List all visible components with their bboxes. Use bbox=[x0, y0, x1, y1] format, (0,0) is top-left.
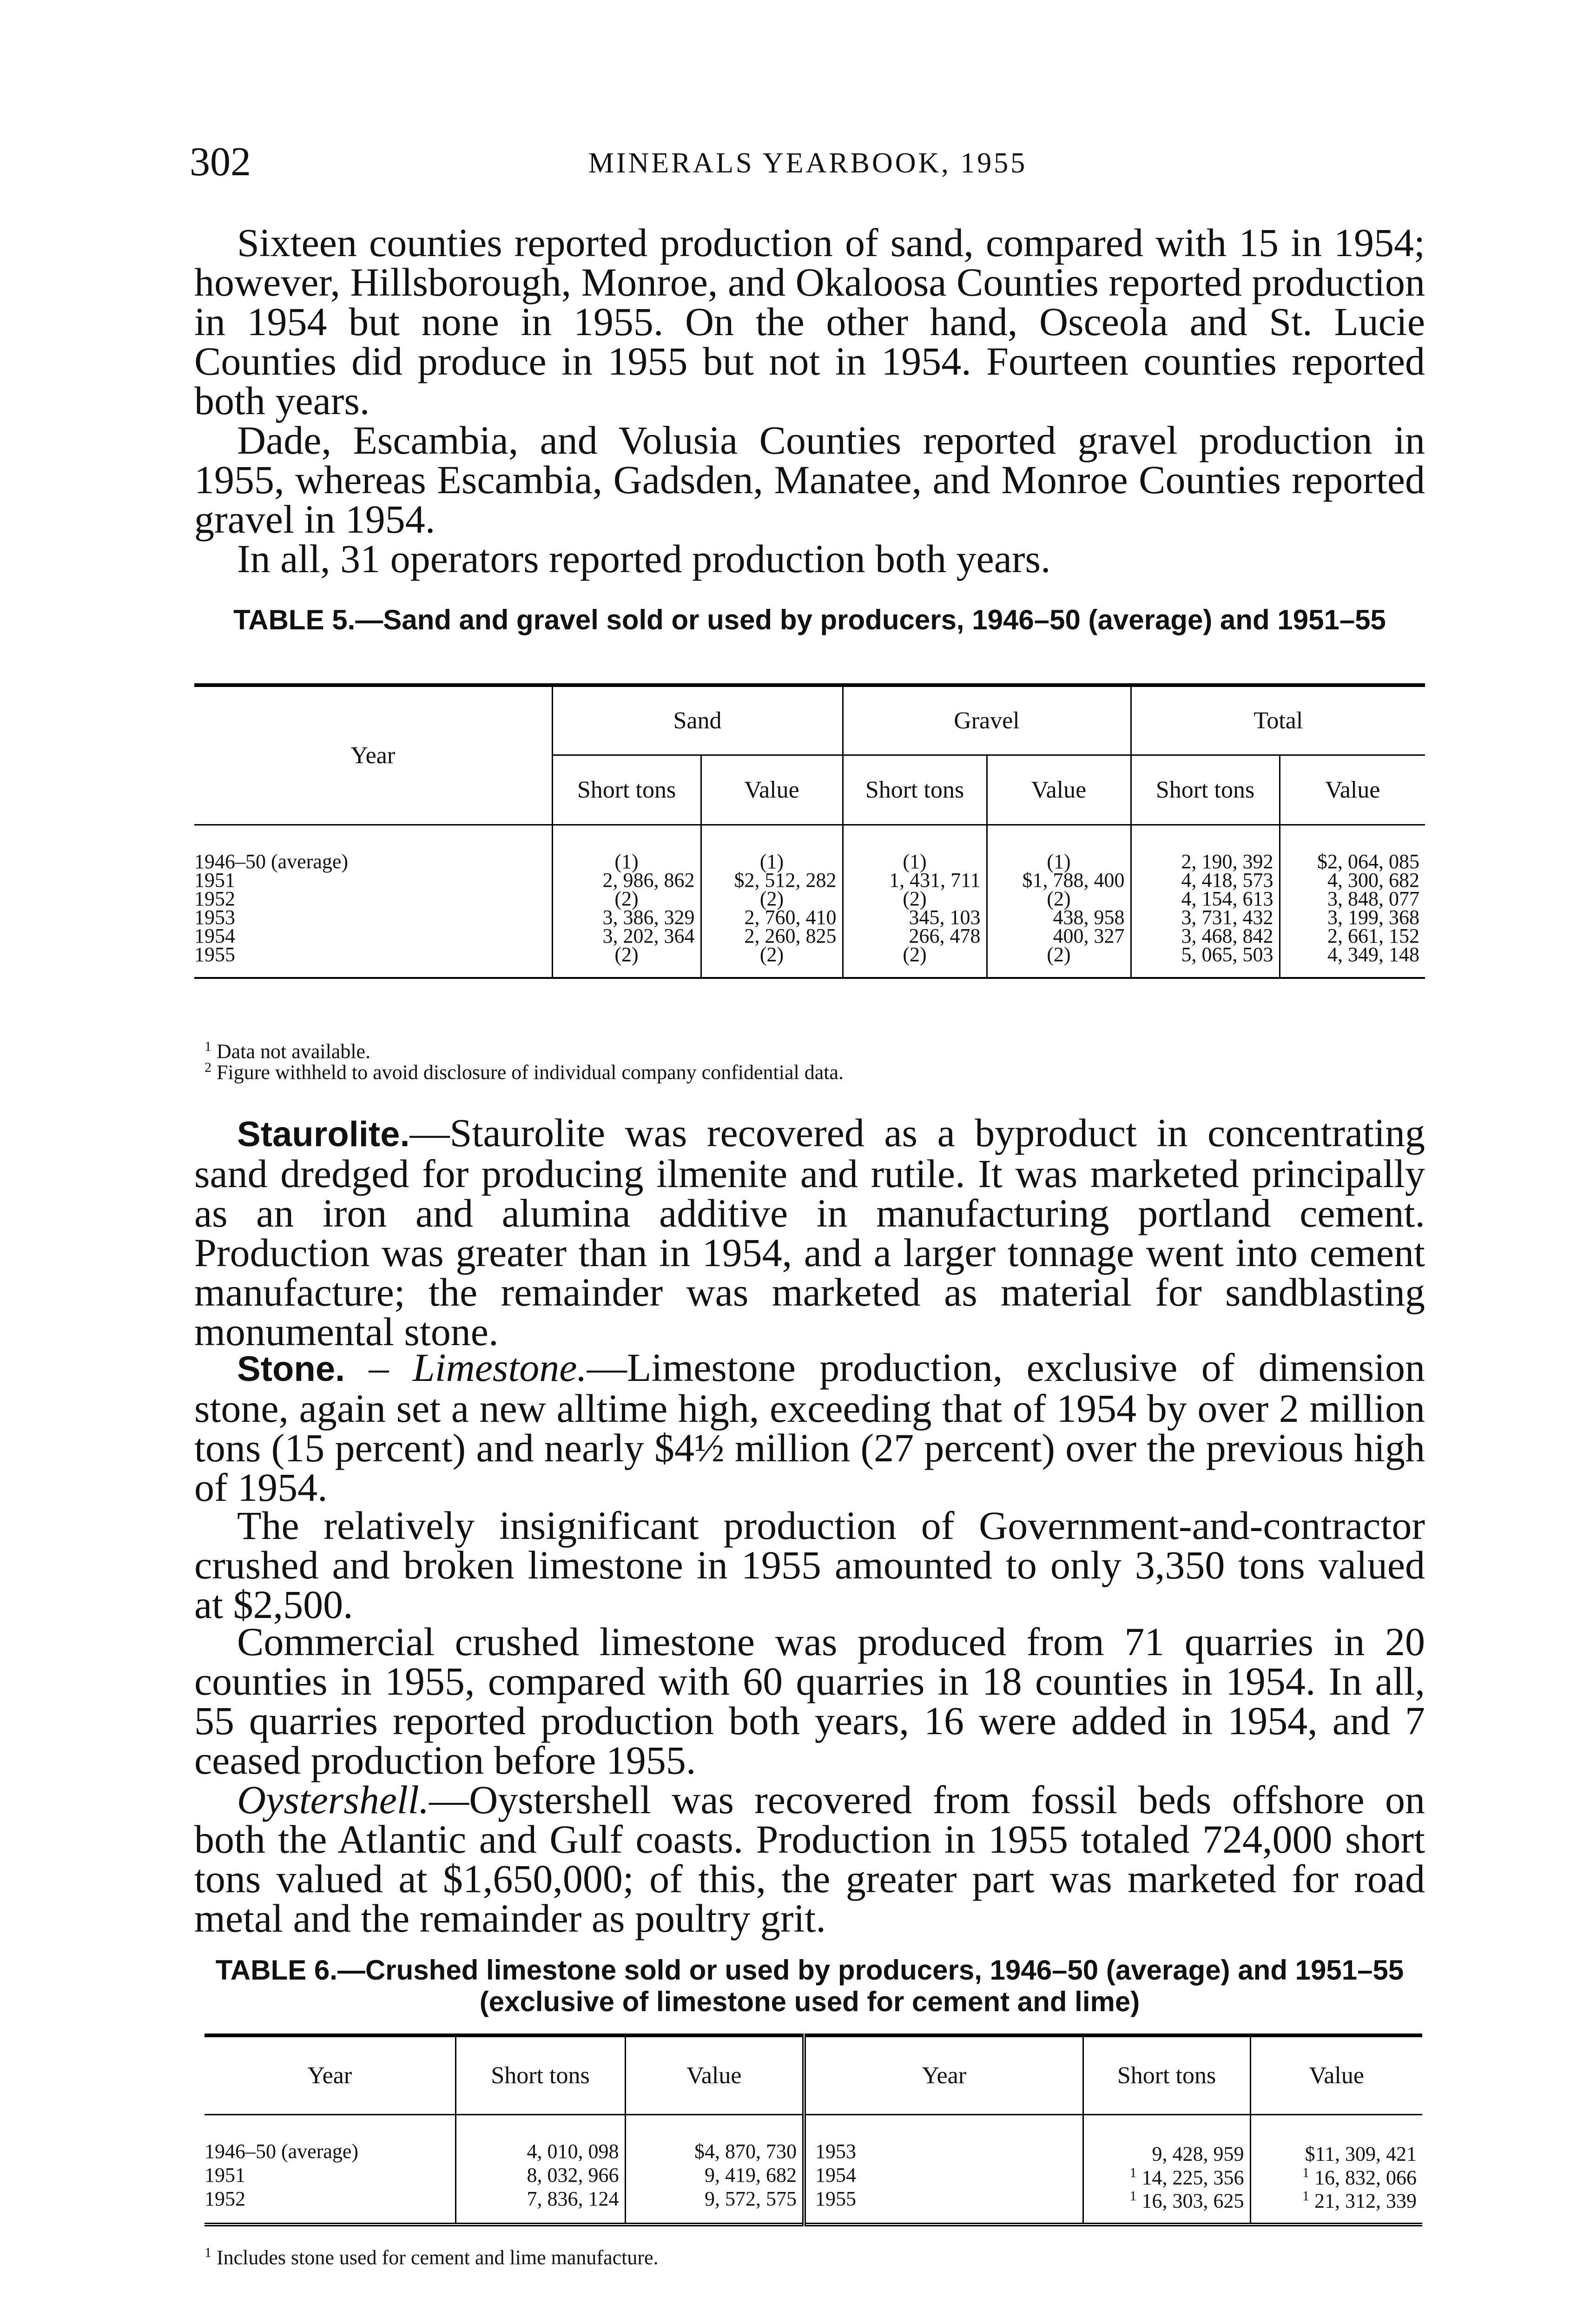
table5-cell: 4, 349, 148 bbox=[1280, 945, 1425, 964]
table5-col-header: Value bbox=[701, 755, 843, 825]
table6-col-header: Short tons bbox=[455, 2035, 625, 2114]
table5-group-gravel: Gravel bbox=[843, 685, 1131, 755]
section-heading-staurolite: Staurolite. bbox=[237, 1115, 410, 1154]
table5-cell: 1, 431, 711 bbox=[843, 871, 987, 890]
table-row bbox=[194, 927, 1425, 945]
subsection-heading-limestone: Limestone. bbox=[412, 1345, 587, 1390]
paragraph-sand-counties: Sixteen counties reported production of sand, compared with 15 in 1954; however, Hillsborough, Monroe, and Okaloosa Counties reported production in 1954 but none in 1955. On the other hand, Osceola and St. Lucie Counties did produce in 1955 but not in 1954. Fourteen counties reported both years. bbox=[194, 220, 1425, 423]
table6-value: 14, 225, 356 bbox=[1141, 2166, 1244, 2189]
table5-cell: 4, 418, 573 bbox=[1131, 871, 1280, 890]
table5-year-header: Year bbox=[194, 685, 552, 825]
table5-cell: (2) bbox=[701, 945, 843, 964]
table5-cell: 3, 468, 842 bbox=[1131, 927, 1280, 945]
footnote-text: Data not available. bbox=[217, 1040, 371, 1063]
table5-footnote-2 bbox=[205, 1060, 844, 1084]
table-row bbox=[194, 908, 1425, 927]
footnote-mark: 1 bbox=[1129, 2165, 1137, 2180]
table-row bbox=[194, 871, 1425, 890]
table5-col-header: Value bbox=[1280, 755, 1425, 825]
table6-cell: 9, 419, 682 bbox=[625, 2164, 804, 2187]
table6-year: 1946–50 (average) bbox=[205, 2140, 359, 2163]
table6-cell bbox=[1250, 2187, 1422, 2211]
paragraph-oystershell bbox=[194, 1777, 1425, 1941]
table6-value: 9, 428, 959 bbox=[1152, 2142, 1244, 2166]
table-row bbox=[205, 2164, 1422, 2187]
table6-footnote bbox=[205, 2245, 659, 2270]
table5-cell: 5, 065, 503 bbox=[1131, 945, 1280, 964]
paragraph-gravel-counties: Dade, Escambia, and Volusia Counties reported gravel production in 1955, whereas Escambia, Gadsden, Manatee, and Monroe Counties reported gravel in 1954. bbox=[194, 418, 1425, 541]
table5-year: 1953 bbox=[194, 906, 235, 929]
table5-year: 1946–50 (average) bbox=[194, 850, 349, 873]
table-row bbox=[194, 890, 1425, 908]
table5-cell: (2) bbox=[843, 890, 987, 908]
table5-year: 1955 bbox=[194, 943, 235, 966]
table5-cell: $2, 512, 282 bbox=[701, 871, 843, 890]
table6 bbox=[205, 2034, 1422, 2226]
table6-col-header: Year bbox=[205, 2035, 455, 2114]
table5-cell: 3, 386, 329 bbox=[552, 908, 701, 927]
table6-col-header: Value bbox=[625, 2035, 804, 2114]
table6-cell: 7, 836, 124 bbox=[455, 2187, 625, 2211]
table5-cell: (1) bbox=[987, 852, 1131, 871]
table6-cell bbox=[1250, 2164, 1422, 2187]
staurolite-text: —Staurolite was recovered as a byproduct in concentrating sand dredged for producing ilmenite and rutile. It was marketed principally as an iron and alumina additive in manufacturing portland cement. Production was greater than in 1954, and a larger tonnage went into cement manufacture; the remainder was marketed as material for sandblasting monumental stone. bbox=[194, 1110, 1425, 1354]
table6-year: 1955 bbox=[804, 2187, 1083, 2211]
table5-cell: 3, 199, 368 bbox=[1280, 908, 1425, 927]
footnote-mark: 1 bbox=[1129, 2188, 1137, 2204]
table5-cell: (1) bbox=[701, 852, 843, 871]
table5-col-header: Short tons bbox=[1131, 755, 1280, 825]
table5-caption: TABLE 5.—Sand and gravel sold or used by producers, 1946–50 (average) and 1951–55 bbox=[233, 604, 1386, 635]
subsection-heading-oystershell: Oystershell. bbox=[237, 1777, 429, 1822]
table5-cell: 3, 202, 364 bbox=[552, 927, 701, 945]
table6-value: 21, 312, 339 bbox=[1314, 2189, 1417, 2212]
footnote-mark: 1 bbox=[205, 2245, 211, 2260]
table5-cell: 266, 478 bbox=[843, 927, 987, 945]
table5-col-header: Value bbox=[987, 755, 1131, 825]
table5-cell: $2, 064, 085 bbox=[1280, 852, 1425, 871]
table6-col-header: Year bbox=[804, 2035, 1083, 2114]
table6-value: 16, 832, 066 bbox=[1314, 2166, 1417, 2189]
paragraph-government-limestone: The relatively insignificant production of Government-and-contractor crushed and broken limestone in 1955 amounted to only 3,350 tons valued at $2,500. bbox=[194, 1503, 1425, 1627]
page-header bbox=[190, 139, 1426, 190]
table5-cell: 3, 731, 432 bbox=[1131, 908, 1280, 927]
table5-col-header: Short tons bbox=[552, 755, 701, 825]
table5 bbox=[194, 683, 1425, 979]
table6-year: 1954 bbox=[804, 2164, 1083, 2187]
table5-cell: 438, 958 bbox=[987, 908, 1131, 927]
table5-col-header: Short tons bbox=[843, 755, 987, 825]
footnote-text: Figure withheld to avoid disclosure of individual company confidential data. bbox=[217, 1061, 844, 1084]
table-row bbox=[194, 852, 1425, 871]
table6-year: 1951 bbox=[205, 2163, 245, 2186]
table6-year: 1952 bbox=[205, 2187, 245, 2210]
table6-col-header: Value bbox=[1250, 2035, 1422, 2114]
table6-cell: 9, 572, 575 bbox=[625, 2187, 804, 2211]
table6-cell: 8, 032, 966 bbox=[455, 2164, 625, 2187]
table5-cell: (1) bbox=[843, 852, 987, 871]
table5-cell: 2, 190, 392 bbox=[1131, 852, 1280, 871]
table5-year: 1952 bbox=[194, 887, 235, 910]
table5-cell: 2, 986, 862 bbox=[552, 871, 701, 890]
table5-cell: 2, 661, 152 bbox=[1280, 927, 1425, 945]
table6-caption: TABLE 6.—Crushed limestone sold or used by producers, 1946–50 (average) and 1951–55 (exclusive of limestone used for cement and lime) bbox=[215, 1954, 1404, 2017]
footnote-mark: 1 bbox=[205, 1039, 211, 1054]
page-number: 302 bbox=[190, 139, 251, 185]
limestone-text: —Limestone production, exclusive of dimension stone, again set a new alltime high, exceeding that of 1954 by over 2 million tons (15 percent) and nearly $4½ million (27 percent) over the previous high of 1954. bbox=[194, 1345, 1425, 1510]
table-row bbox=[194, 945, 1425, 964]
table6-value: $11, 309, 421 bbox=[1305, 2142, 1417, 2166]
paragraph-operators: In all, 31 operators reported production both years. bbox=[237, 536, 1051, 581]
table5-cell: (2) bbox=[552, 890, 701, 908]
table5-cell: 2, 260, 825 bbox=[701, 927, 843, 945]
table5-cell: (2) bbox=[701, 890, 843, 908]
section-heading-stone: Stone. bbox=[237, 1349, 345, 1389]
table6-cell: $4, 870, 730 bbox=[625, 2140, 804, 2164]
oystershell-text: —Oystershell was recovered from fossil beds offshore on both the Atlantic and Gulf coasts. Production in 1955 totaled 724,000 short tons valued at $1,650,000; of this, the greater part was marketed for road metal and the remainder as poultry grit. bbox=[194, 1777, 1425, 1941]
paragraph-staurolite bbox=[194, 1110, 1425, 1354]
table-row bbox=[205, 2140, 1422, 2164]
table5-cell: (2) bbox=[987, 890, 1131, 908]
table6-cell bbox=[1083, 2140, 1250, 2164]
table5-cell: 4, 300, 682 bbox=[1280, 871, 1425, 890]
footnote-mark: 1 bbox=[1302, 2188, 1309, 2204]
table5-cell: 2, 760, 410 bbox=[701, 908, 843, 927]
table6-cell bbox=[1083, 2187, 1250, 2211]
table5-cell: 400, 327 bbox=[987, 927, 1131, 945]
table6-cell bbox=[1083, 2164, 1250, 2187]
table5-cell: (2) bbox=[843, 945, 987, 964]
table5-group-sand: Sand bbox=[552, 685, 843, 755]
table6-value: 16, 303, 625 bbox=[1141, 2189, 1244, 2212]
footnote-text: Includes stone used for cement and lime manufacture. bbox=[217, 2246, 659, 2269]
table5-year: 1951 bbox=[194, 869, 235, 891]
table-row bbox=[205, 2187, 1422, 2211]
footnote-mark: 1 bbox=[1302, 2165, 1309, 2180]
table5-group-total: Total bbox=[1131, 685, 1425, 755]
table5-cell: 345, 103 bbox=[843, 908, 987, 927]
paragraph-commercial-limestone: Commercial crushed limestone was produced from 71 quarries in 20 counties in 1955, compared with 60 quarries in 18 counties in 1954. In all, 55 quarries reported production both years, 16 were added in 1954, and 7 ceased production before 1955. bbox=[194, 1619, 1425, 1783]
table6-cell: 4, 010, 098 bbox=[455, 2140, 625, 2164]
footnote-mark: 2 bbox=[205, 1060, 211, 1075]
paragraph-limestone: Stone. – Limestone.—Limestone production, exclusive of dimension stone, again set a new alltime high, exceeding that of 1954 by over 2 million tons (15 percent) and nearly $4½ million (27 percent) over the previous high of 1954. bbox=[194, 1345, 1425, 1510]
table5-cell: 3, 848, 077 bbox=[1280, 890, 1425, 908]
table5-cell: (2) bbox=[552, 945, 701, 964]
table5-cell: 4, 154, 613 bbox=[1131, 890, 1280, 908]
table5-cell: (1) bbox=[552, 852, 701, 871]
table5-cell: (2) bbox=[987, 945, 1131, 964]
table6-col-header: Short tons bbox=[1083, 2035, 1250, 2114]
table6-year: 1953 bbox=[804, 2140, 1083, 2164]
running-title: MINERALS YEARBOOK, 1955 bbox=[588, 147, 1028, 179]
table5-year: 1954 bbox=[194, 924, 235, 947]
table5-cell: $1, 788, 400 bbox=[987, 871, 1131, 890]
table6-cell bbox=[1250, 2140, 1422, 2164]
